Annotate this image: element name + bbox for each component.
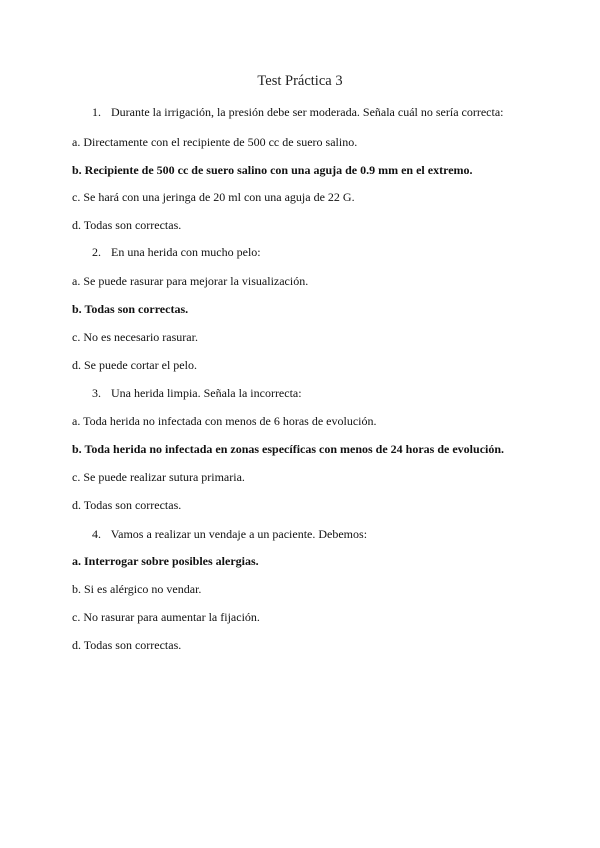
question-text: Durante la irrigación, la presión debe ser moderada. Señala cuál no sería correcta:: [111, 105, 504, 119]
option-3c: c. Se puede realizar sutura primaria.: [72, 470, 245, 484]
option-3d: d. Todas son correctas.: [72, 498, 182, 512]
option-2a: a. Se puede rasurar para mejorar la visualización.: [72, 274, 309, 288]
option-4a-correct: a. Interrogar sobre posibles alergias.: [72, 554, 259, 568]
option-1a: a. Directamente con el recipiente de 500 cc de suero salino.: [72, 135, 358, 149]
question-4: [92, 526, 367, 542]
question-number: 3.: [92, 386, 101, 400]
question-number: 1.: [92, 105, 101, 119]
option-1c: c. Se hará con una jeringa de 20 ml con una aguja de 22 G.: [72, 190, 355, 204]
question-text: En una herida con mucho pelo:: [111, 245, 261, 259]
option-3b-correct: b. Toda herida no infectada en zonas específicas con menos de 24 horas de evolución.: [72, 442, 505, 456]
option-3a: a. Toda herida no infectada con menos de 6 horas de evolución.: [72, 414, 377, 428]
option-2b-correct: b. Todas son correctas.: [72, 302, 189, 316]
option-1d: d. Todas son correctas.: [72, 218, 182, 232]
option-2c: c. No es necesario rasurar.: [72, 330, 198, 344]
question-1: [92, 104, 503, 120]
option-4c: c. No rasurar para aumentar la fijación.: [72, 610, 260, 624]
page-title: Test Práctica 3: [257, 73, 343, 89]
option-1b-correct: b. Recipiente de 500 cc de suero salino con una aguja de 0.9 mm en el extremo.: [72, 163, 473, 177]
option-2d: d. Se puede cortar el pelo.: [72, 358, 197, 372]
question-number: 4.: [92, 527, 101, 541]
question-3: [92, 385, 302, 401]
option-4b: b. Si es alérgico no vendar.: [72, 582, 202, 596]
question-2: [92, 244, 261, 260]
question-text: Vamos a realizar un vendaje a un paciente. Debemos:: [110, 527, 368, 541]
question-text: Una herida limpia. Señala la incorrecta:: [111, 386, 302, 400]
question-number: 2.: [92, 245, 101, 259]
option-4d: d. Todas son correctas.: [72, 638, 182, 652]
